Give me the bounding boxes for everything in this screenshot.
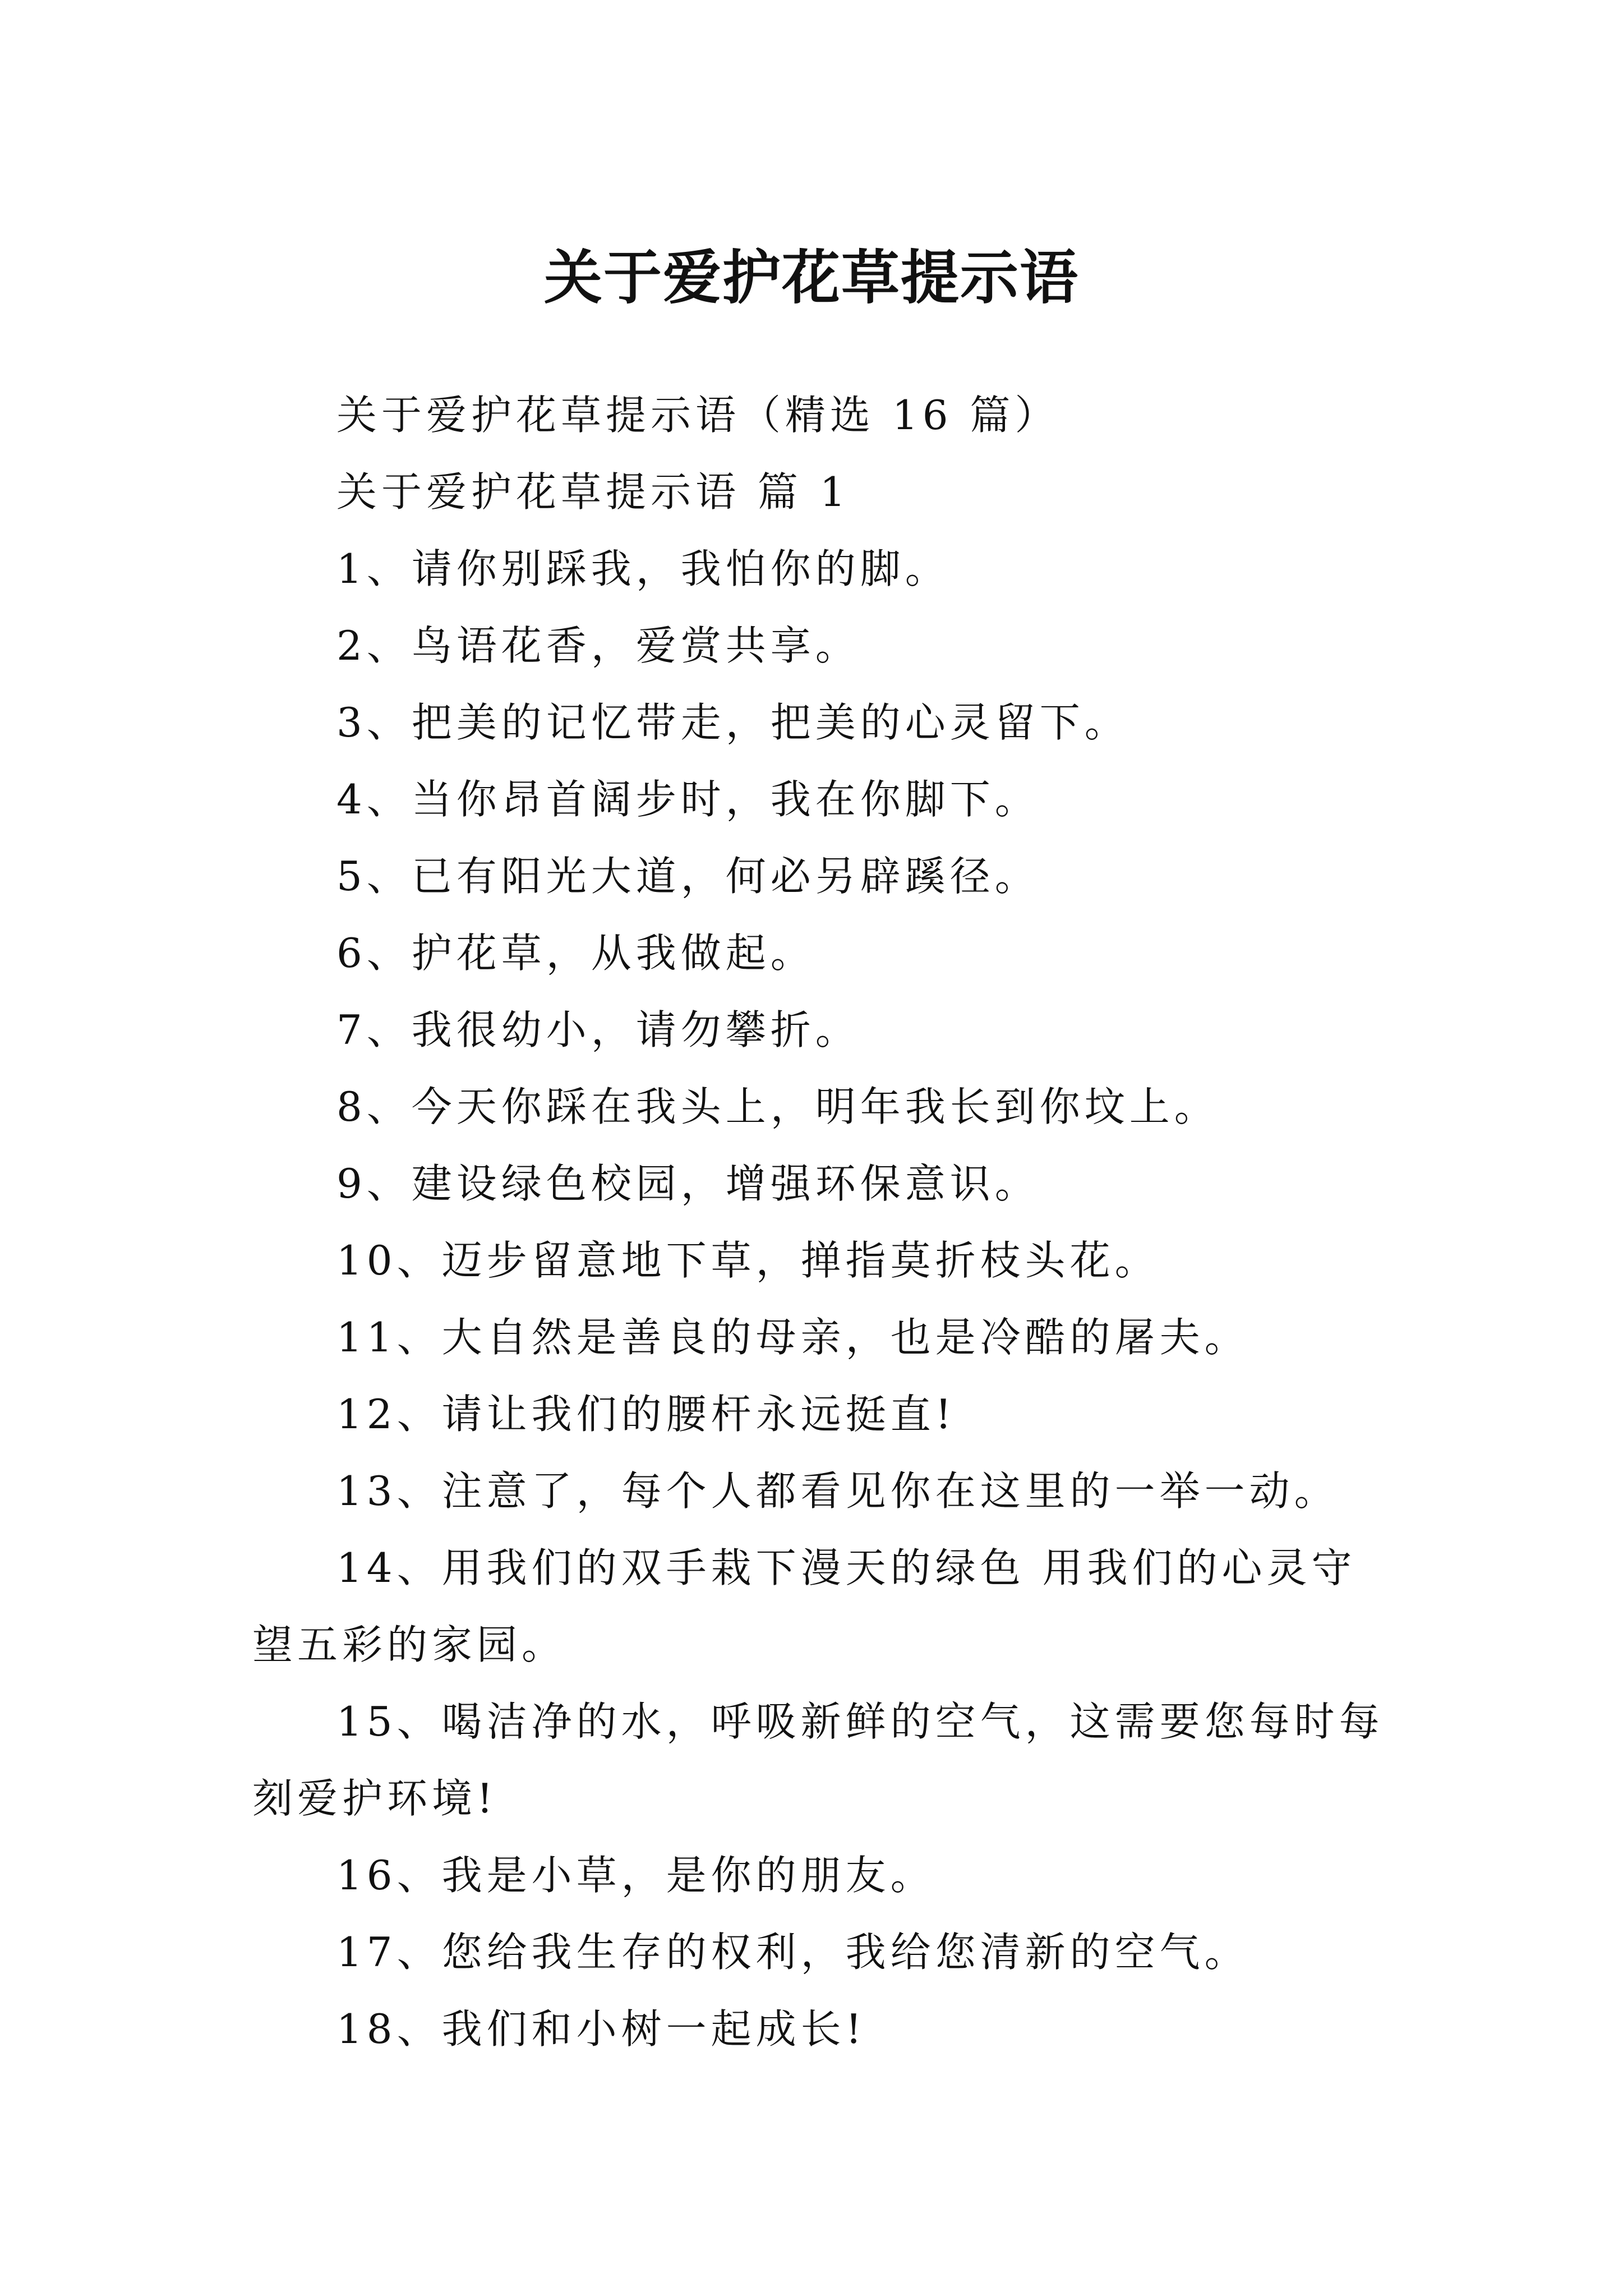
list-item: 15、喝洁净的水，呼吸新鲜的空气，这需要您每时每刻爱护环境! <box>252 1698 1384 1822</box>
list-item: 10、迈步留意地下草，掸指莫折枝头花。 <box>336 1237 1160 1284</box>
list-item: 5、已有阳光大道，何必另辟蹊径。 <box>336 853 1040 900</box>
list-item: 17、您给我生存的权利，我给您清新的空气。 <box>336 1929 1249 1976</box>
list-item: 11、大自然是善良的母亲，也是冷酷的屠夫。 <box>336 1314 1249 1361</box>
paragraph-subtitle: 关于爱护花草提示语（精选 16 篇） <box>336 392 1060 439</box>
list-item: 7、我很幼小，请勿攀折。 <box>336 1006 860 1053</box>
list-item: 6、护花草，从我做起。 <box>336 930 815 977</box>
list-item: 12、请让我们的腰杆永远挺直! <box>336 1391 956 1438</box>
paragraph-section-heading: 关于爱护花草提示语 篇 1 <box>336 468 850 516</box>
document-title: 关于爱护花草提示语 <box>543 242 1079 312</box>
list-item: 13、注意了，每个人都看见你在这里的一举一动。 <box>336 1467 1339 1515</box>
list-item: 14、用我们的双手栽下漫天的绿色 用我们的心灵守望五彩的家园。 <box>252 1544 1357 1668</box>
list-item: 8、今天你踩在我头上，明年我长到你坟上。 <box>336 1083 1219 1130</box>
list-item: 1、请你别踩我，我怕你的脚。 <box>336 545 950 592</box>
list-item: 9、建设绿色校园，增强环保意识。 <box>336 1160 1040 1207</box>
list-item: 3、把美的记忆带走，把美的心灵留下。 <box>336 699 1129 746</box>
document-body <box>252 377 1385 2068</box>
list-item: 16、我是小草，是你的朋友。 <box>336 1852 935 1899</box>
list-item: 18、我们和小树一起成长! <box>336 2005 866 2053</box>
list-item: 4、当你昂首阔步时，我在你脚下。 <box>336 776 1040 823</box>
list-item: 2、鸟语花香，爱赏共享。 <box>336 622 860 669</box>
